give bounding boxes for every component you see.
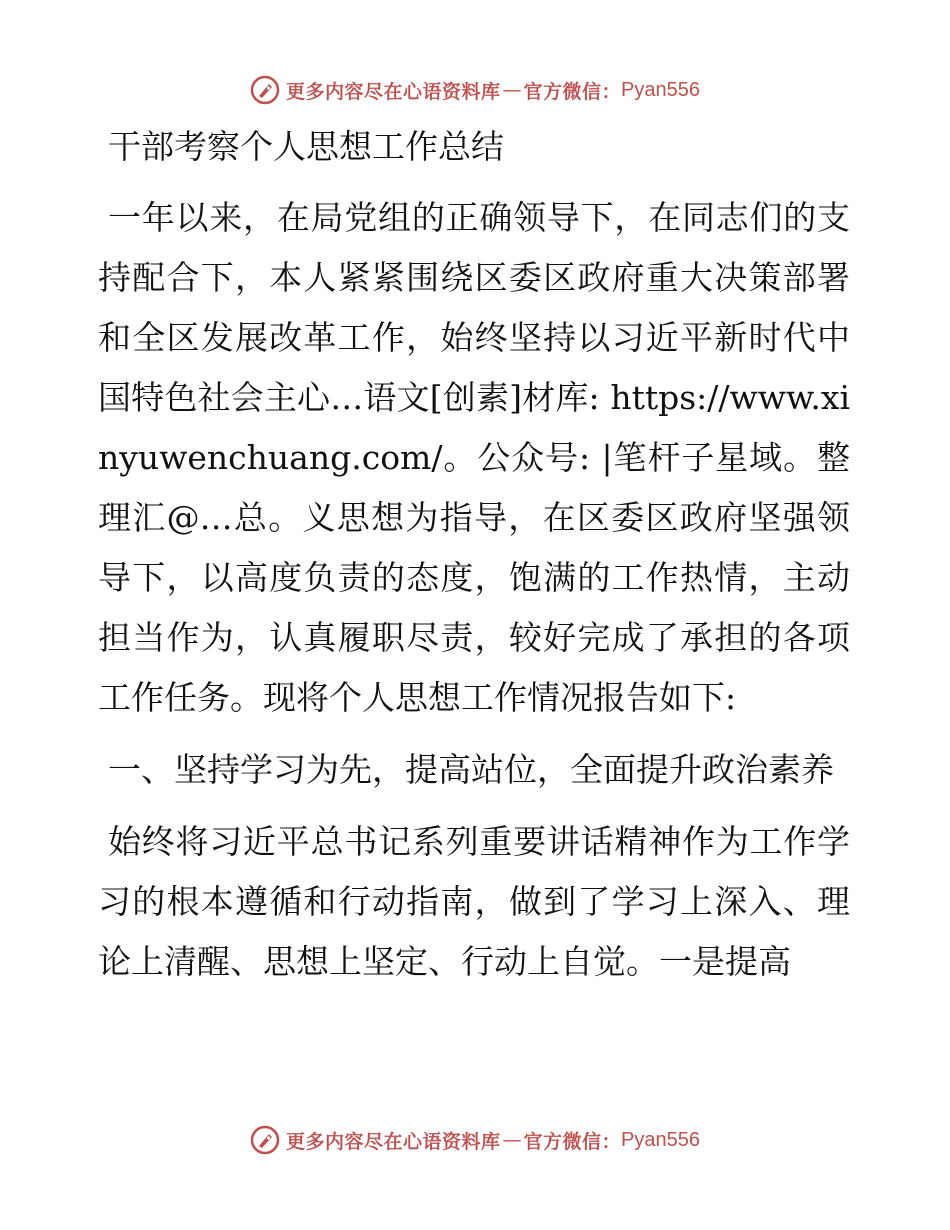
watermark-text: 更多内容尽在心语资料库 — [286, 80, 501, 103]
watermark-handle: Pyan556 — [621, 1128, 700, 1151]
paragraph-section-1: 始终将习近平总书记系列重要讲话精神作为工作学习的根本遵循和行动指南，做到了学习上深入、理论上清醒、思想上坚定、行动上自觉。一是提高 — [98, 822, 850, 981]
watermark-separator: — — [502, 79, 522, 101]
paragraph-intro: 一年以来，在局党组的正确领导下，在同志们的支持配合下，本人紧紧围绕区委区政府重大决策部署和全区发展改革工作，始终坚持以习近平新时代中国特色社会主心…语文[创素]材库: https://www.xinyuwenchuang.com/。公众号: |笔杆子星域。整理汇@…总。义思想为指导，在区委区政府坚强领导下，以高度负责的态度，饱满的工作热情，主动担当作为，认真履职尽责，较好完成了承担的各项工作任务。现将个人思想工作情况报告如下: — [98, 198, 850, 717]
watermark-wechat-label: 官方微信： — [523, 1130, 622, 1153]
document-body — [98, 122, 850, 1004]
footer-watermark — [0, 1122, 950, 1158]
document-title: 干部考察个人思想工作总结 — [108, 127, 504, 166]
watermark-separator: — — [502, 1129, 522, 1151]
watermark-handle: Pyan556 — [621, 78, 700, 101]
watermark-text: 更多内容尽在心语资料库 — [286, 1130, 501, 1153]
section-heading-1: 一、坚持学习为先，提高站位，全面提升政治素养 — [108, 750, 834, 789]
watermark-wechat-label: 官方微信： — [523, 80, 622, 103]
pen-nib-logo-icon — [250, 1125, 280, 1155]
pen-nib-logo-icon — [250, 75, 280, 105]
header-watermark — [0, 72, 950, 108]
